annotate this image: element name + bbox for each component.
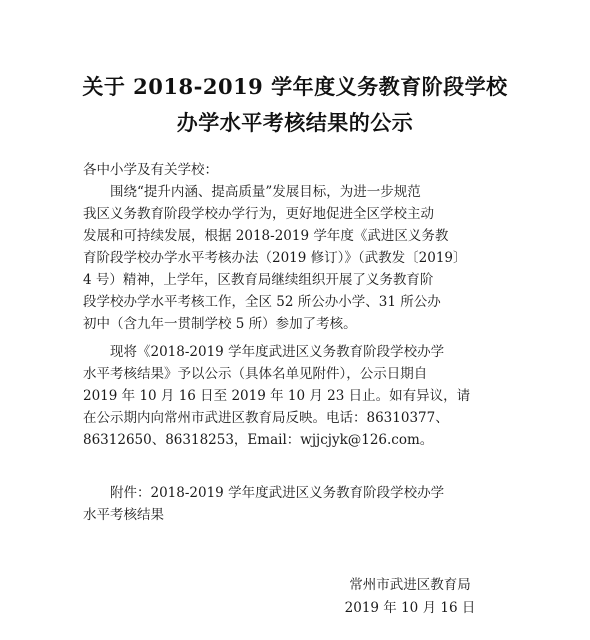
document-title-line-2: 办学水平考核结果的公示 [176,110,414,135]
signature-date: 2019 年 10 月 16 日 [344,600,476,616]
paragraph-line: 发展和可持续发展，根据 2018-2019 学年度《武进区义务教 [83,228,449,244]
signature-organization: 常州市武进区教育局 [349,577,471,593]
attachment-line: 水平考核结果 [83,507,164,523]
paragraph-line: 在公示期内向常州市武进区教育局反映。电话：86310377、 [83,410,449,426]
document-title-line-1: 关于 2018-2019 学年度义务教育阶段学校 [82,74,508,99]
paragraph-line: 段学校办学水平考核工作，全区 52 所公办小学、31 所公办 [83,294,441,310]
body-paragraph-1 [83,181,523,335]
paragraph-line: 86312650、86318253，Email：wjjcjyk@126.com。 [83,432,434,448]
paragraph-line: 初中（含九年一贯制学校 5 所）参加了考核。 [83,316,357,332]
paragraph-line: 2019 年 10 月 16 日至 2019 年 10 月 23 日止。如有异议，请 [83,388,471,404]
paragraph-line: 水平考核结果》予以公示（具体名单见附件），公示日期自 [83,366,428,382]
attachment-line: 附件：2018-2019 学年度武进区义务教育阶段学校办学 [110,485,445,501]
paragraph-line: 我区义务教育阶段学校办学行为，更好地促进全区学校主动 [83,206,434,222]
paragraph-line: 4 号）精神，上学年，区教育局继续组织开展了义务教育阶 [83,272,434,288]
body-paragraph-2 [83,341,523,451]
paragraph-line: 育阶段学校办学水平考核办法（2019 修订）》（武教发〔2019〕 [83,250,467,266]
paragraph-line: 围绕“提升内涵、提高质量”发展目标，为进一步规范 [110,184,421,200]
attachment-note [83,482,523,526]
salutation: 各中小学及有关学校： [83,162,218,178]
paragraph-line: 现将《2018-2019 学年度武进区义务教育阶段学校办学 [110,344,445,360]
